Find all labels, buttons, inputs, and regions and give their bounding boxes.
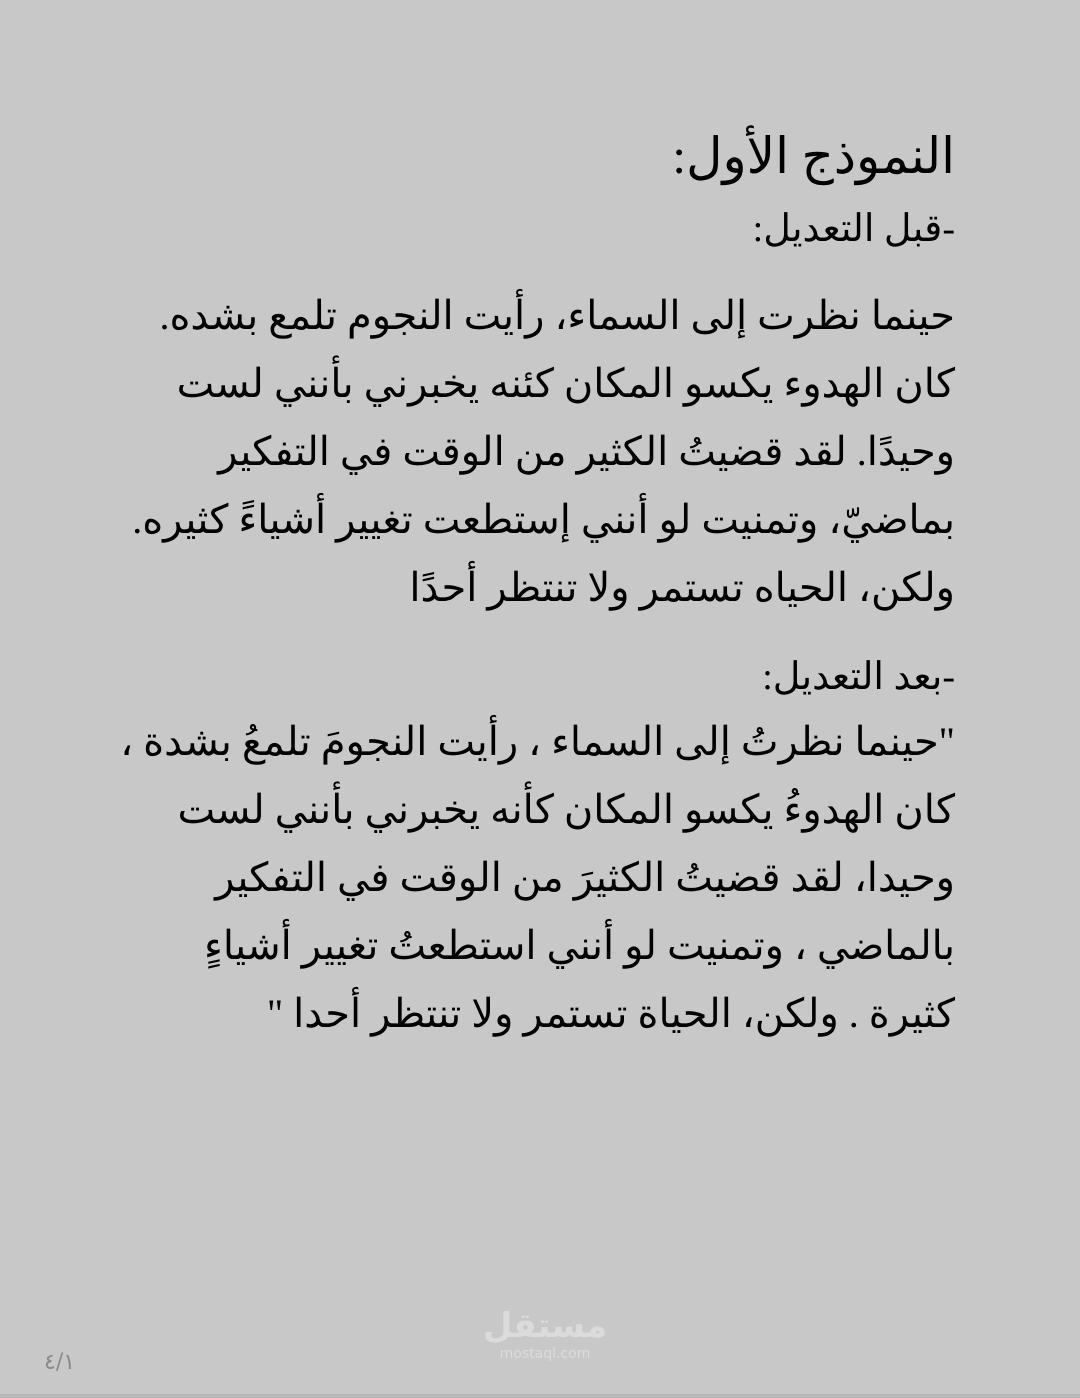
- text-line: بالماضي ، وتمنيت لو أنني استطعتُ تغيير أشياءٍ: [204, 923, 955, 968]
- model-title: النموذج الأول:: [672, 128, 955, 184]
- text-line: "حينما نظرتُ إلى السماء ، رأيت النجومَ تلمعُ بشدة ،: [120, 719, 955, 764]
- text-line: بماضيّ، وتمنيت لو أنني إستطعت تغيير أشياءً كثيره.: [132, 497, 955, 542]
- watermark-url: mostaql.com: [499, 1346, 591, 1362]
- text-line: وحيدا، لقد قضيتُ الكثيرَ من الوقت في التفكير: [215, 855, 955, 900]
- after-edit-paragraph: [115, 708, 955, 1048]
- text-line: كان الهدوءُ يكسو المكان كأنه يخبرني بأنني لست: [177, 787, 955, 832]
- page-number: ٤/١: [44, 1350, 76, 1375]
- document-content: [115, 118, 955, 1048]
- text-line: وحيدًا. لقد قضيتُ الكثير من الوقت في التفكير: [218, 429, 955, 474]
- before-edit-heading: -قبل التعديل:: [752, 208, 955, 250]
- text-line: ولكن، الحياه تستمر ولا تنتظر أحدًا: [409, 565, 955, 610]
- after-edit-heading: -بعد التعديل:: [762, 656, 955, 698]
- before-edit-paragraph: [115, 282, 955, 622]
- watermark-logo: [470, 1306, 620, 1368]
- text-line: كثيرة . ولكن، الحياة تستمر ولا تنتظر أحدا ": [266, 991, 955, 1036]
- page-bottom-divider: [0, 1394, 1080, 1398]
- text-line: كان الهدوء يكسو المكان كئنه يخبرني بأنني لست: [176, 361, 955, 406]
- text-line: حينما نظرت إلى السماء، رأيت النجوم تلمع بشده.: [159, 293, 955, 338]
- watermark-text: مستقل: [482, 1306, 608, 1346]
